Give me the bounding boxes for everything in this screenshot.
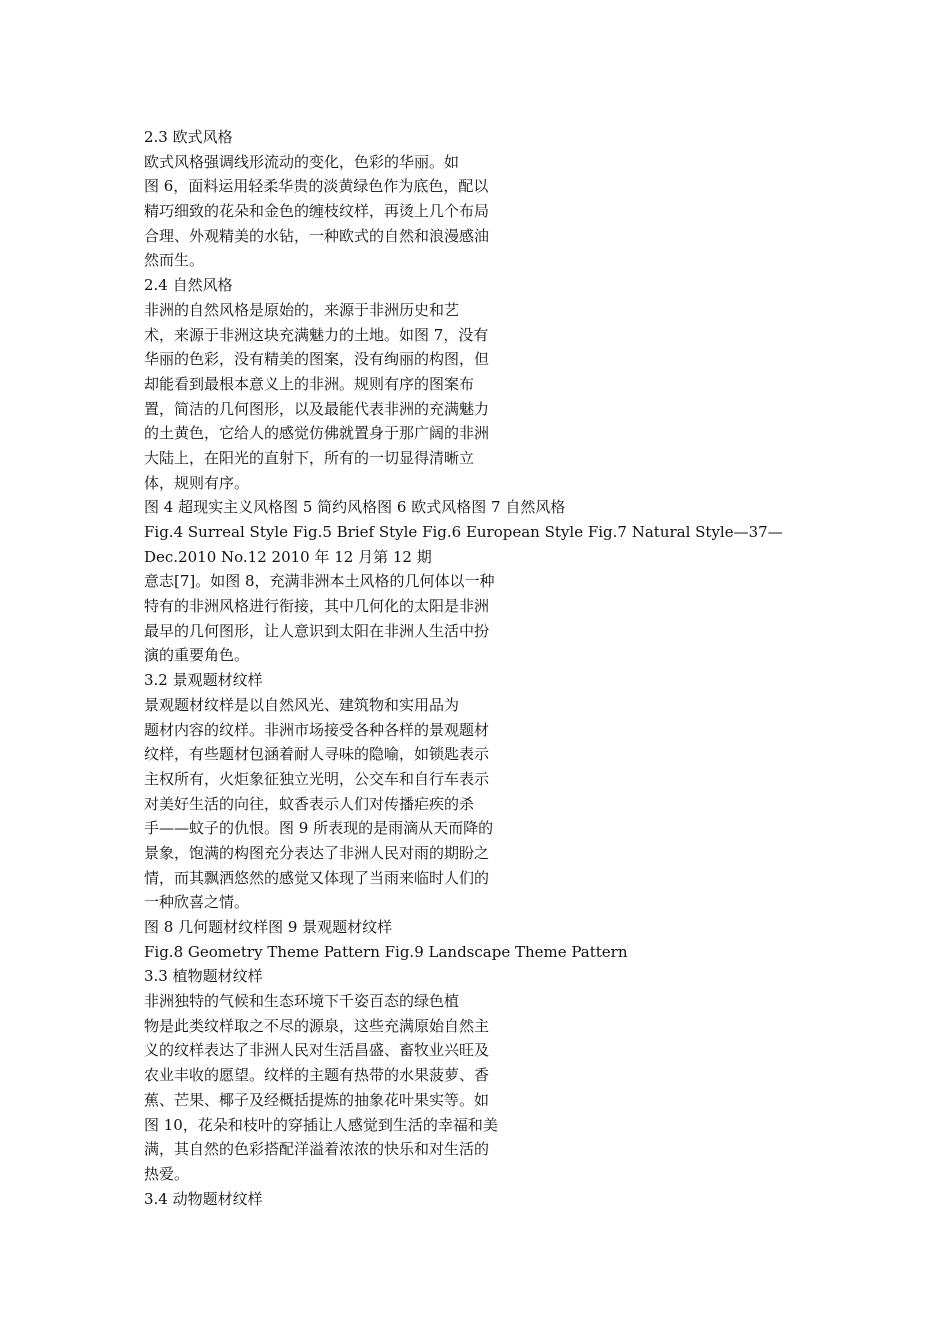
text-line: 题材内容的纹样。非洲市场接受各种各样的景观题材 bbox=[144, 720, 490, 739]
figure-caption: 图 8 几何题材纹样图 9 景观题材纹样 bbox=[144, 918, 393, 936]
text-line: 演的重要角色。 bbox=[144, 646, 250, 665]
text-line: 最早的几何图形，让人意识到太阳在非洲人生活中扮 bbox=[144, 621, 490, 640]
text-line: 情，而其飘洒悠然的感觉又体现了当雨来临时人们的 bbox=[144, 868, 490, 887]
text-line: 农业丰收的愿望。纹样的主题有热带的水果菠萝、香 bbox=[144, 1066, 490, 1085]
text-line: 的土黄色，它给人的感觉仿佛就置身于那广阔的非洲 bbox=[144, 424, 490, 443]
figure-caption: 图 4 超现实主义风格图 5 简约风格图 6 欧式风格图 7 自然风格 bbox=[144, 498, 566, 517]
text-line: 图 6，面料运用轻柔华贵的淡黄绿色作为底色，配以 bbox=[144, 177, 489, 196]
text-line: 非洲的自然风格是原始的，来源于非洲历史和艺 bbox=[144, 300, 460, 319]
section-heading: 2.4 自然风格 bbox=[144, 276, 233, 295]
text-line: 精巧细致的花朵和金色的缠枝纹样，再烫上几个布局 bbox=[144, 202, 490, 221]
section-heading: 3.4 动物题材纹样 bbox=[144, 1189, 263, 1208]
section-heading: 3.2 景观题材纹样 bbox=[144, 671, 263, 690]
text-line: 置，简洁的几何图形，以及最能代表非洲的充满魅力 bbox=[144, 399, 490, 418]
text-line: 对美好生活的向往，蚊香表示人们对传播疟疾的杀 bbox=[144, 794, 475, 813]
document-page bbox=[144, 125, 934, 1211]
text-line: 蕉、芒果、椰子及经概括提炼的抽象花叶果实等。如 bbox=[144, 1090, 490, 1109]
text-line: 然而生。 bbox=[144, 251, 205, 270]
text-line: 术，来源于非洲这块充满魅力的土地。如图 7，没有 bbox=[144, 325, 489, 344]
running-header: Dec.2010 No.12 2010 年 12 月第 12 期 bbox=[144, 547, 432, 566]
text-line: 图 10，花朵和枝叶的穿插让人感觉到生活的幸福和美 bbox=[144, 1115, 498, 1134]
text-line: 大陆上，在阳光的直射下，所有的一切显得清晰立 bbox=[144, 448, 475, 467]
figure-caption-english: Fig.4 Surreal Style Fig.5 Brief Style Fig.6 European Style Fig.7 Natural Style—37— bbox=[144, 523, 783, 541]
text-line: 热爱。 bbox=[144, 1164, 190, 1183]
text-line: 欧式风格强调线形流动的变化，色彩的华丽。如 bbox=[144, 152, 460, 171]
text-line: 体，规则有序。 bbox=[144, 473, 250, 492]
text-line: 主权所有，火炬象征独立光明，公交车和自行车表示 bbox=[144, 769, 490, 788]
text-line: 合理、外观精美的水钻，一种欧式的自然和浪漫感油 bbox=[144, 226, 490, 245]
text-line: 手——蚊子的仇恨。图 9 所表现的是雨滴从天而降的 bbox=[144, 819, 494, 838]
text-line: 却能看到最根本意义上的非洲。规则有序的图案布 bbox=[144, 374, 475, 393]
section-heading: 2.3 欧式风格 bbox=[144, 128, 233, 146]
text-line: 纹样，有些题材包涵着耐人寻味的隐喻，如锁匙表示 bbox=[144, 745, 490, 764]
text-line: 意志[7]。如图 8，充满非洲本土风格的几何体以一种 bbox=[144, 572, 495, 591]
text-line: 一种欣喜之情。 bbox=[144, 893, 250, 912]
section-heading: 3.3 植物题材纹样 bbox=[144, 967, 263, 986]
text-line: 满，其自然的色彩搭配洋溢着浓浓的快乐和对生活的 bbox=[144, 1140, 490, 1159]
text-line: 华丽的色彩，没有精美的图案，没有绚丽的构图，但 bbox=[144, 350, 490, 369]
text-line: 景观题材纹样是以自然风光、建筑物和实用品为 bbox=[144, 695, 460, 714]
text-line: 非洲独特的气候和生态环境下千姿百态的绿色植 bbox=[144, 992, 460, 1011]
text-line: 义的纹样表达了非洲人民对生活昌盛、畜牧业兴旺及 bbox=[144, 1041, 490, 1060]
text-line: 物是此类纹样取之不尽的源泉，这些充满原始自然主 bbox=[144, 1016, 490, 1035]
text-line: 特有的非洲风格进行衔接，其中几何化的太阳是非洲 bbox=[144, 597, 490, 616]
figure-caption-english: Fig.8 Geometry Theme Pattern Fig.9 Landscape Theme Pattern bbox=[144, 942, 628, 961]
text-line: 景象，饱满的构图充分表达了非洲人民对雨的期盼之 bbox=[144, 843, 490, 862]
